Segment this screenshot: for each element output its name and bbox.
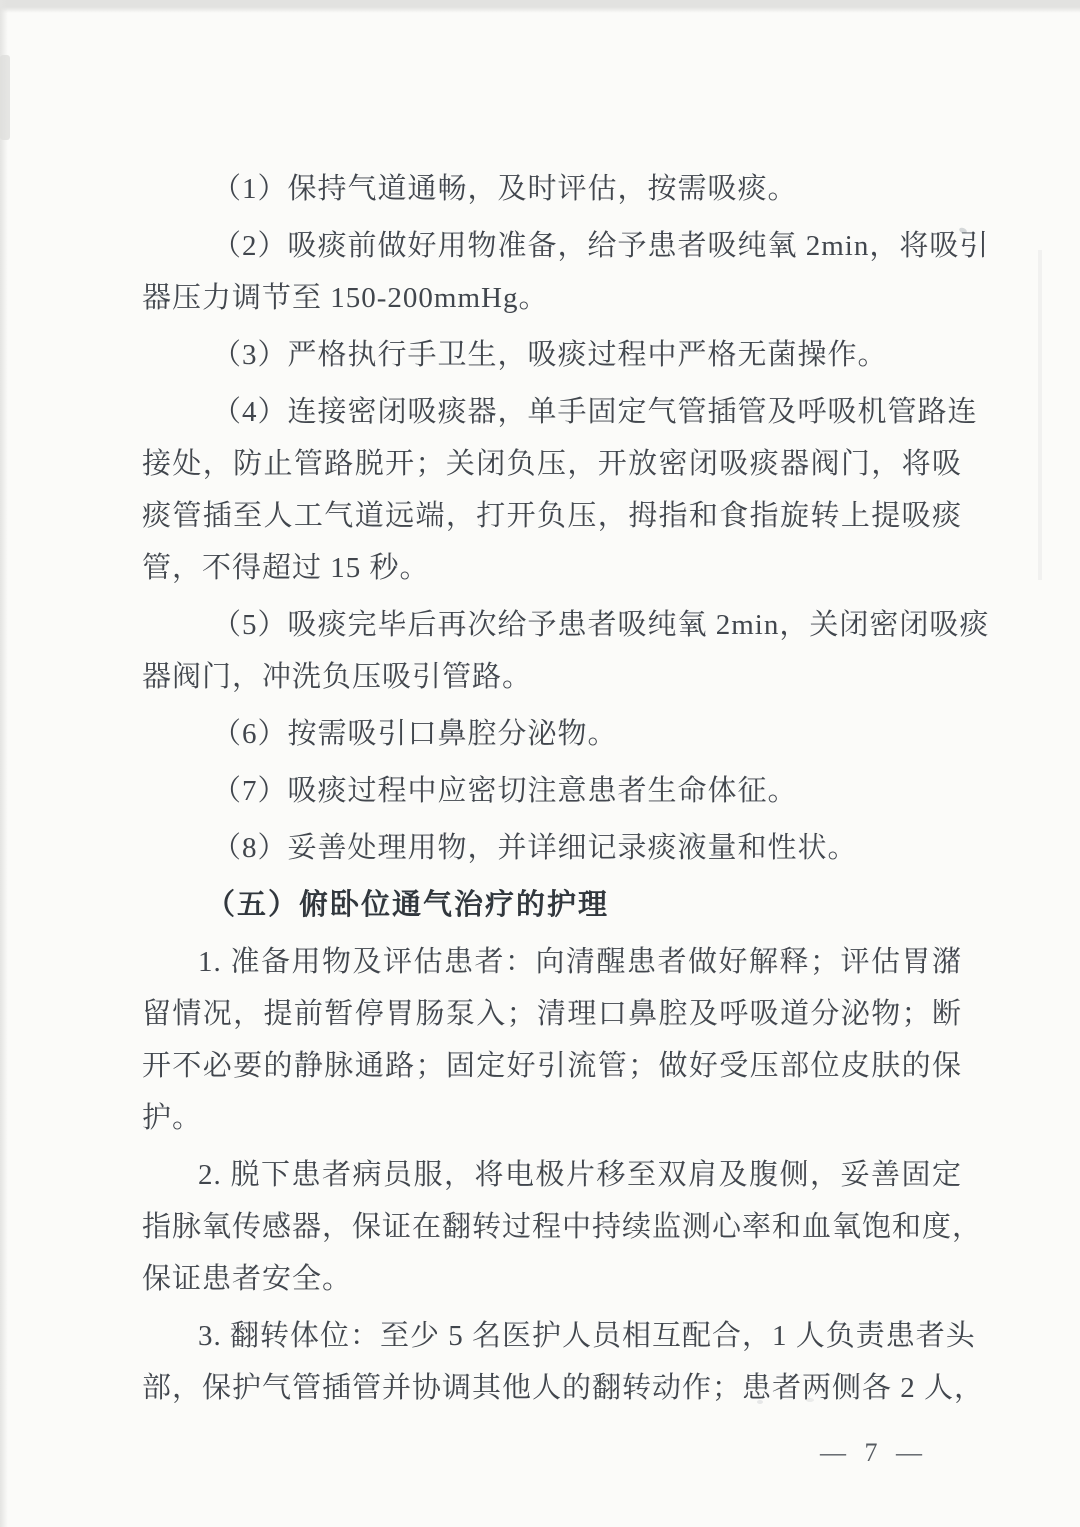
scan-artifact-streak <box>1038 250 1042 580</box>
text-line: （5）吸痰完毕后再次给予患者吸纯氧 2min，关闭密闭吸痰 <box>212 609 990 641</box>
text-line: 器压力调节至 150-200mmHg。 <box>142 282 549 314</box>
text-line: 接处，防止管路脱开；关闭负压，开放密闭吸痰器阀门，将吸 <box>142 448 962 480</box>
paragraph <box>142 1310 985 1414</box>
text-line: 护。 <box>142 1102 203 1134</box>
paragraph <box>142 220 990 324</box>
scan-edge-top <box>0 0 1080 13</box>
section-heading <box>142 879 962 931</box>
text-line: （1）保持气道通畅，及时评估，按需吸痰。 <box>212 173 798 205</box>
text-line: （4）连接密闭吸痰器，单手固定气管插管及呼吸机管路连 <box>212 396 978 428</box>
text-line: （6）按需吸引口鼻腔分泌物。 <box>212 718 618 750</box>
text-line: （五）俯卧位通气治疗的护理 <box>206 889 610 921</box>
text-line: 1. 准备用物及评估患者：向清醒患者做好解释；评估胃潴 <box>198 946 962 978</box>
paragraph <box>142 329 962 381</box>
text-line: 留情况，提前暂停胃肠泵入；清理口鼻腔及呼吸道分泌物；断 <box>142 998 962 1030</box>
text-line: （3）严格执行手卫生，吸痰过程中严格无菌操作。 <box>212 339 888 371</box>
text-line: 管，不得超过 15 秒。 <box>142 552 430 584</box>
paragraph <box>142 386 978 594</box>
paragraph <box>142 936 962 1144</box>
text-line: （8）妥善处理用物，并详细记录痰液量和性状。 <box>212 832 858 864</box>
text-line: 开不必要的静脉通路；固定好引流管；做好受压部位皮肤的保 <box>142 1050 962 1082</box>
paragraph <box>142 822 962 874</box>
text-line: 保证患者安全。 <box>142 1263 353 1295</box>
document-body <box>142 163 990 1419</box>
paragraph <box>142 1149 983 1305</box>
text-line: （7）吸痰过程中应密切注意患者生命体征。 <box>212 775 798 807</box>
text-line: 2. 脱下患者病员服，将电极片移至双肩及腹侧，妥善固定 <box>198 1159 962 1191</box>
paragraph <box>142 765 962 817</box>
text-line: 器阀门，冲洗负压吸引管路。 <box>142 661 533 693</box>
text-line: 痰管插至人工气道远端，打开负压，拇指和食指旋转上提吸痰 <box>142 500 962 532</box>
scan-edge-left <box>0 0 8 1527</box>
text-line: （2）吸痰前做好用物准备，给予患者吸纯氧 2min，将吸引 <box>212 230 990 262</box>
text-line: 3. 翻转体位：至少 5 名医护人员相互配合，1 人负责患者头 <box>198 1320 976 1352</box>
paragraph <box>142 599 990 703</box>
scan-artifact-patch <box>0 55 10 140</box>
text-line: 指脉氧传感器，保证在翻转过程中持续监测心率和血氧饱和度， <box>142 1211 983 1243</box>
text-line: 部，保护气管插管并协调其他人的翻转动作；患者两侧各 2 人， <box>142 1372 985 1404</box>
paragraph <box>142 708 962 760</box>
page-number: — 7 — <box>820 1438 928 1467</box>
paragraph <box>142 163 962 215</box>
